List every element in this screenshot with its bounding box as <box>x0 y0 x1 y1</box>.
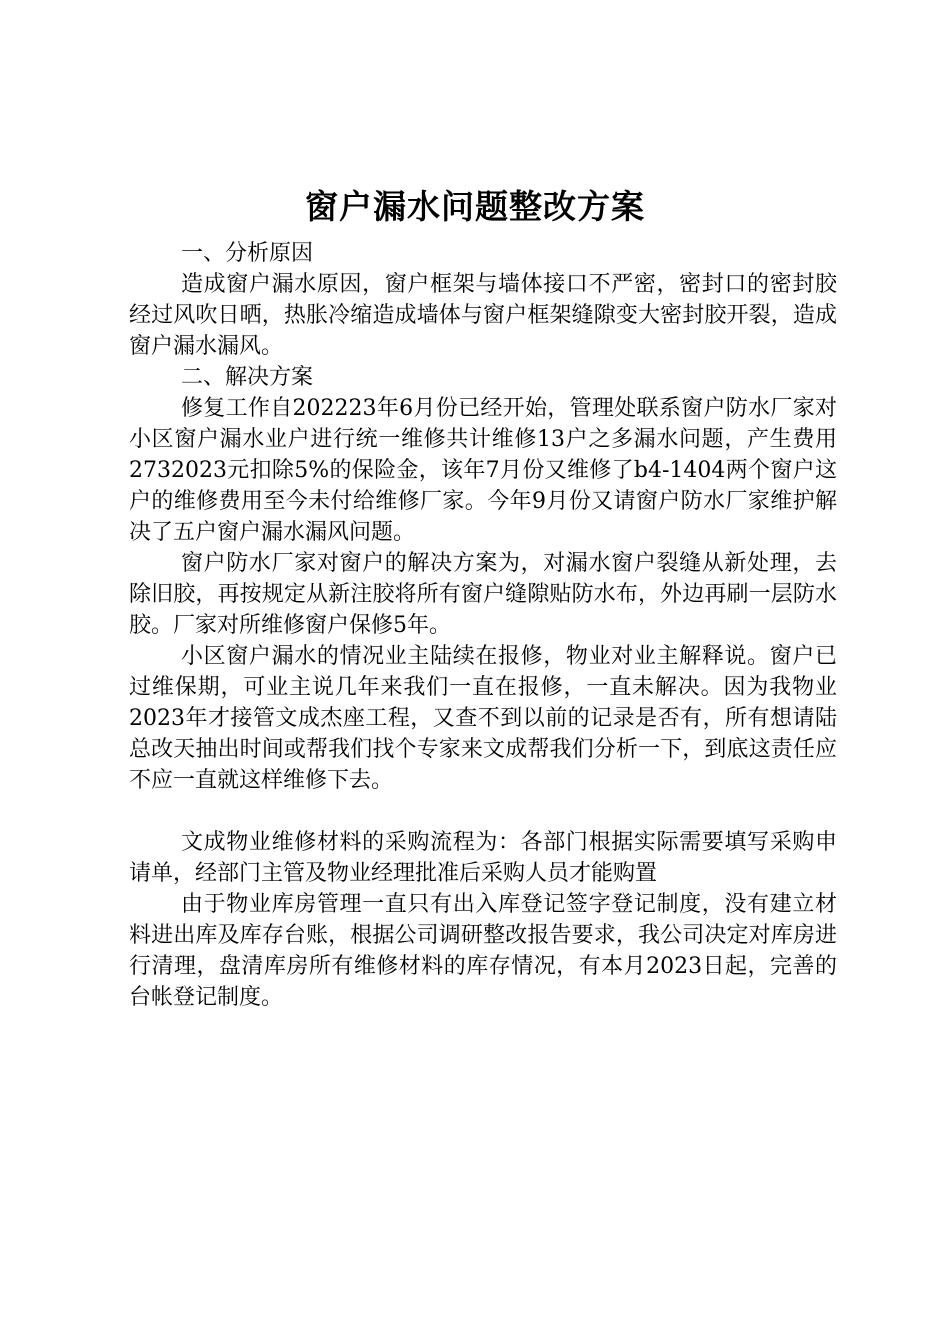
blank-line <box>129 796 837 827</box>
section-heading-analysis: 一、分析原因 <box>181 241 314 266</box>
paragraph-cause: 造成窗户漏水原因，窗户框架与墙体接口不严密，密封口的密封胶经过风吹日晒，热胀冷缩造成墙体与窗户框架缝隙变大密封胶开裂，造成窗户漏水漏风。 <box>129 272 837 359</box>
paragraph-repair-history: 修复工作自202223年6月份已经开始，管理处联系窗户防水厂家对小区窗户漏水业户进行统一维修共计维修13户之多漏水问题，产生费用2732023元扣除5%的保险金，该年7月份又维修了b4-1404两个窗户这户的维修费用至今未付给维修厂家。今年9月份又请窗户防水厂家维护解决了五户窗户漏水漏风问题。 <box>129 396 837 545</box>
paragraph-vendor-solution: 窗户防水厂家对窗户的解决方案为，对漏水窗户裂缝从新处理，去除旧胶，再按规定从新注胶将所有窗户缝隙贴防水布，外边再刷一层防水胶。厂家对所维修窗户保修5年。 <box>129 551 837 638</box>
paragraph-warehouse: 由于物业库房管理一直只有出入库登记签字登记制度，没有建立材料进出库及库存台账，根据公司调研整改报告要求，我公司决定对库房进行清理，盘清库房所有维修材料的库存情况，有本月2023日起，完善的台帐登记制度。 <box>129 892 837 1010</box>
document-body <box>129 238 837 1013</box>
page-title: 窗户漏水问题整改方案 <box>305 187 645 226</box>
paragraph-procurement: 文成物业维修材料的采购流程为：各部门根据实际需要填写采购申请单，经部门主管及物业经理批准后采购人员才能购置 <box>129 830 837 886</box>
paragraph-owner-reports: 小区窗户漏水的情况业主陆续在报修，物业对业主解释说。窗户已过维保期，可业主说几年来我们一直在报修，一直未解决。因为我物业2023年才接管文成杰座工程，又查不到以前的记录是否有，所有想请陆总改天抽出时间或帮我们找个专家来文成帮我们分析一下，到底这责任应不应一直就这样维修下去。 <box>129 644 837 793</box>
section-heading-solution: 二、解决方案 <box>181 365 314 390</box>
